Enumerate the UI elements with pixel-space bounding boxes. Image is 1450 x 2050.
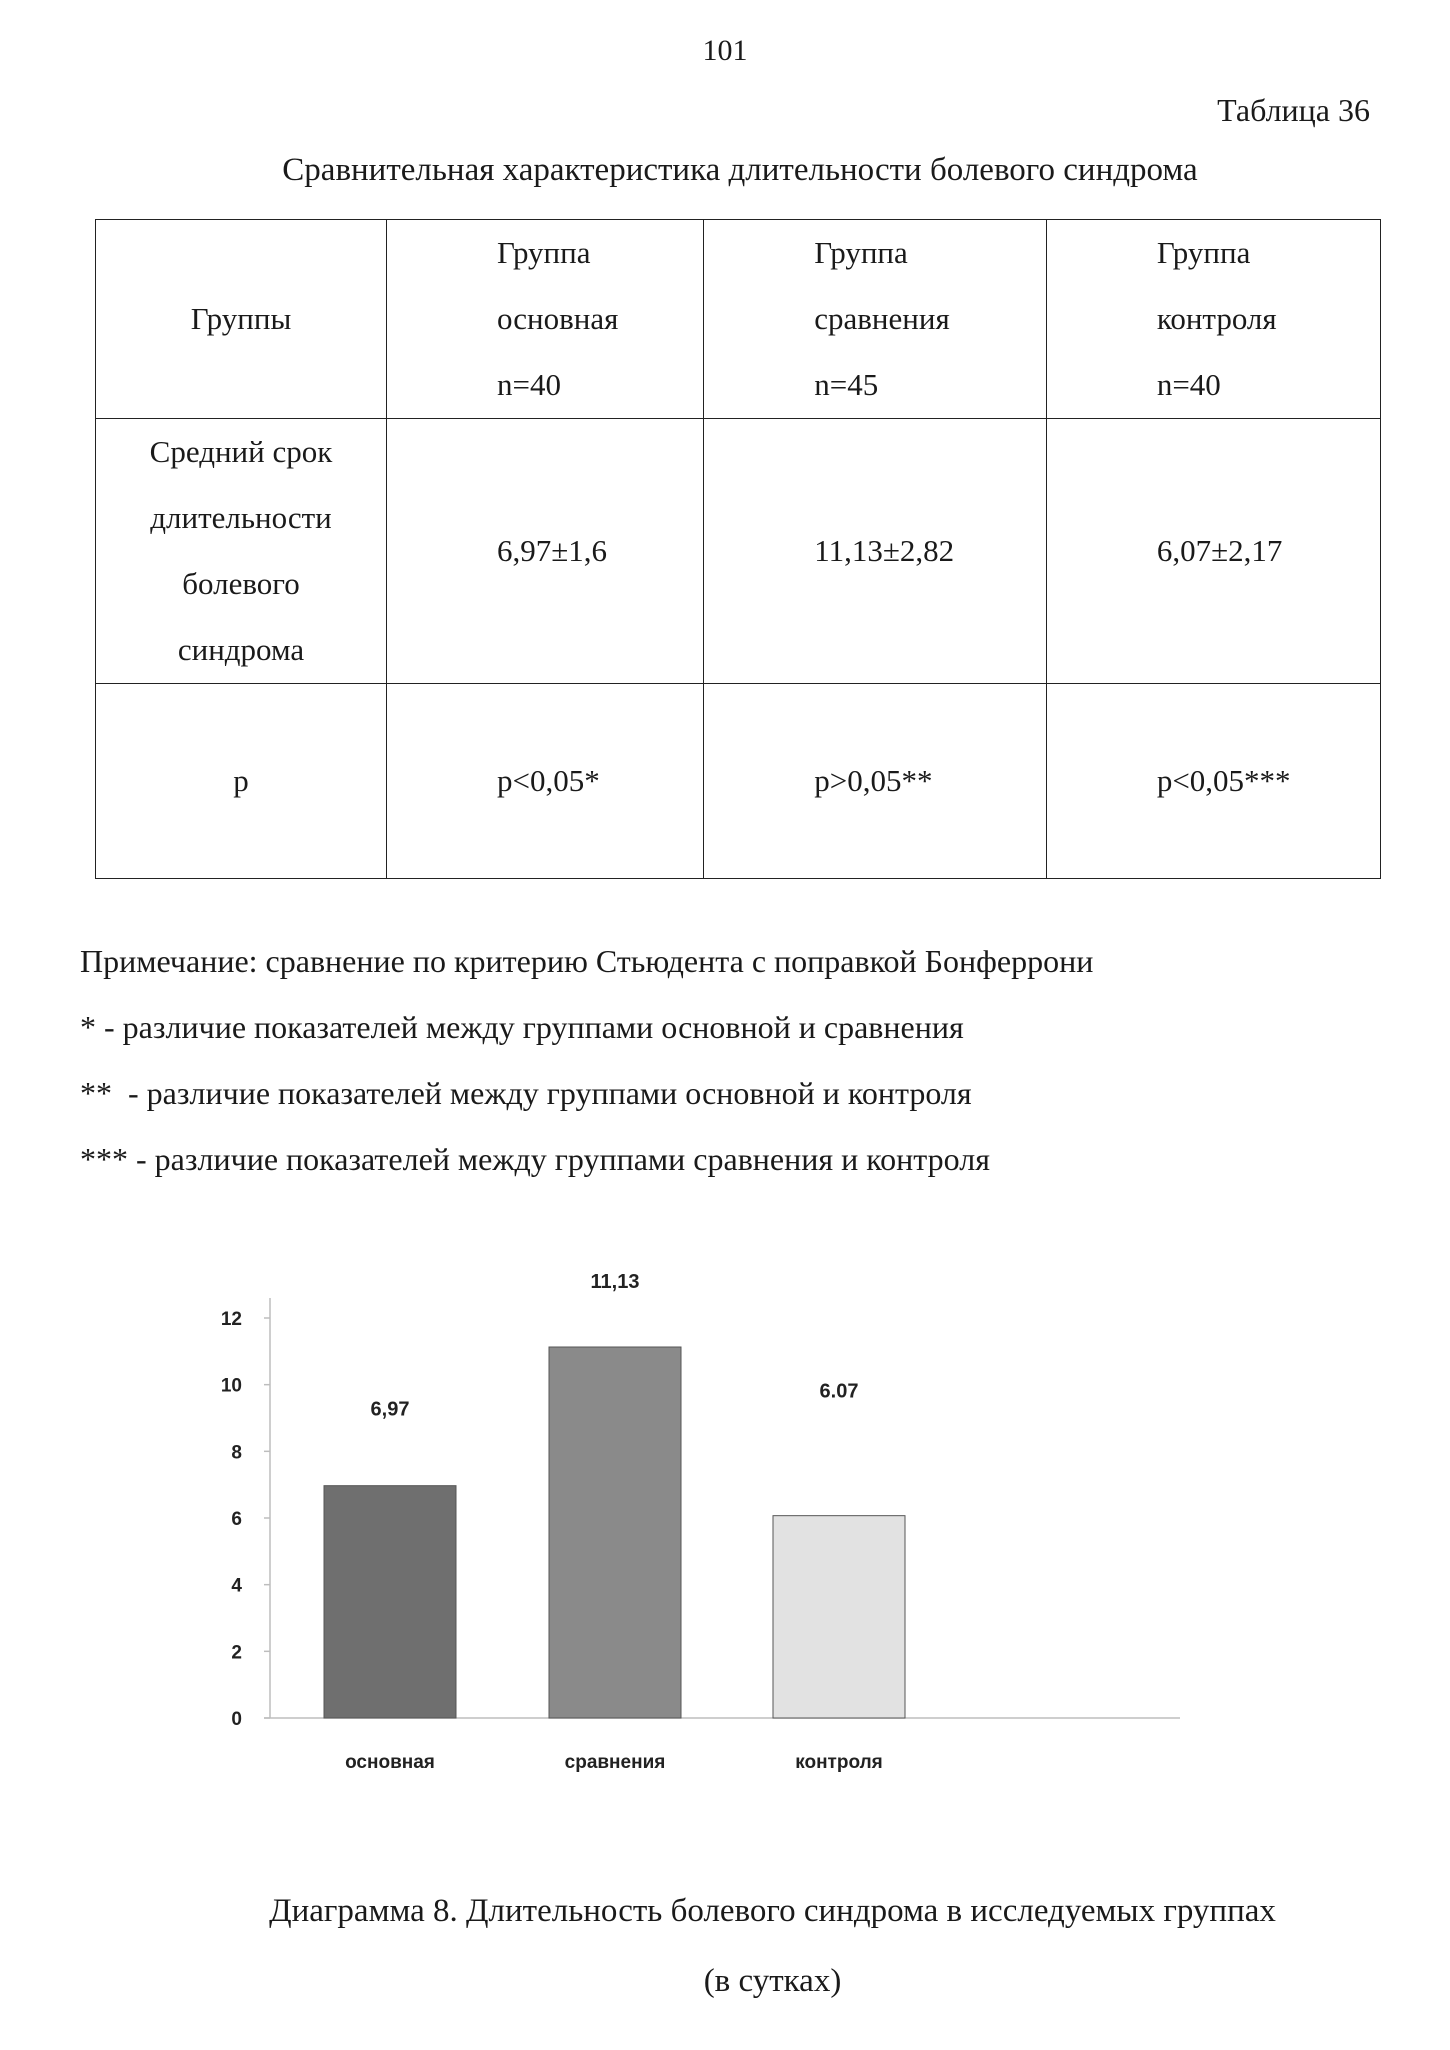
header-line: Группа [1156, 235, 1251, 270]
bar-chart [190, 1270, 1200, 1790]
note-line: ** - различие показателей между группами основной и контроля [80, 1075, 972, 1111]
table-row-mean-duration [96, 419, 1381, 684]
mean-label-line: болевого [182, 566, 300, 601]
p-label-cell: p [96, 684, 387, 879]
y-tick-label: 6 [231, 1509, 242, 1530]
bar [773, 1516, 905, 1718]
note-line: Примечание: сравнение по критерию Стьюдента с поправкой Бонферрони [80, 943, 1094, 979]
table-notes [80, 928, 1093, 1192]
table-row-p-value [96, 684, 1381, 879]
mean-value-control: 6,07±2,17 [1046, 419, 1380, 684]
mean-label-line: длительности [150, 500, 332, 535]
note-line: *** - различие показателей между группами сравнения и контроля [80, 1141, 990, 1177]
bar-data-label: 6,97 [370, 1398, 410, 1421]
caption-line-1: Диаграмма 8. Длительность болевого синдрома в исследуемых группах [269, 1893, 1276, 1929]
header-cell-groups [96, 220, 387, 419]
table-header-row [96, 220, 1381, 419]
table-title: Сравнительная характеристика длительности болевого синдрома [282, 152, 1198, 188]
x-category-label: сравнения [564, 1752, 666, 1773]
header-line: контроля [1156, 301, 1277, 336]
table-label: Таблица 36 [1217, 92, 1370, 128]
mean-value-comparison: 11,13±2,82 [704, 419, 1047, 684]
bar-data-label: 6.07 [819, 1380, 859, 1403]
y-tick-label: 0 [231, 1709, 242, 1730]
header-line: Группа [814, 235, 908, 270]
header-cell-main-group [387, 220, 704, 419]
caption-line-2: (в сутках) [703, 1963, 842, 1999]
header-line: основная [497, 301, 619, 336]
note-line: * - различие показателей между группами основной и сравнения [80, 1009, 964, 1045]
page-number: 101 [702, 34, 748, 67]
mean-label-line: синдрома [177, 632, 305, 667]
header-line: n=45 [814, 367, 879, 402]
comparison-table [95, 219, 1381, 879]
y-tick-label: 8 [231, 1442, 242, 1464]
y-tick-label: 10 [220, 1375, 242, 1397]
y-tick-label: 12 [220, 1309, 242, 1330]
y-tick-label: 4 [231, 1575, 242, 1597]
mean-value-main: 6,97±1,6 [387, 419, 704, 684]
bar-chart-svg [190, 1270, 1200, 1790]
header-cell-control-group [1046, 220, 1380, 419]
bar-data-label: 11,13 [590, 1271, 640, 1293]
header-row-label: Группы [190, 301, 292, 336]
x-category-label: основная [345, 1752, 435, 1773]
p-value-main: p<0,05* [387, 684, 704, 879]
bar [324, 1486, 456, 1718]
mean-label-line: Средний срок [149, 434, 333, 469]
y-tick-label: 2 [231, 1642, 242, 1664]
header-cell-comparison-group [704, 220, 1047, 419]
header-line: n=40 [497, 367, 561, 402]
figure-caption [0, 1876, 1450, 2016]
p-value-control: p<0,05*** [1046, 684, 1380, 879]
bar [549, 1347, 681, 1718]
mean-label-cell [96, 419, 387, 684]
header-line: Группа [497, 235, 591, 270]
header-line: сравнения [814, 301, 950, 336]
x-category-label: контроля [795, 1752, 883, 1773]
header-line: n=40 [1156, 367, 1221, 402]
p-value-comparison: p>0,05** [704, 684, 1047, 879]
